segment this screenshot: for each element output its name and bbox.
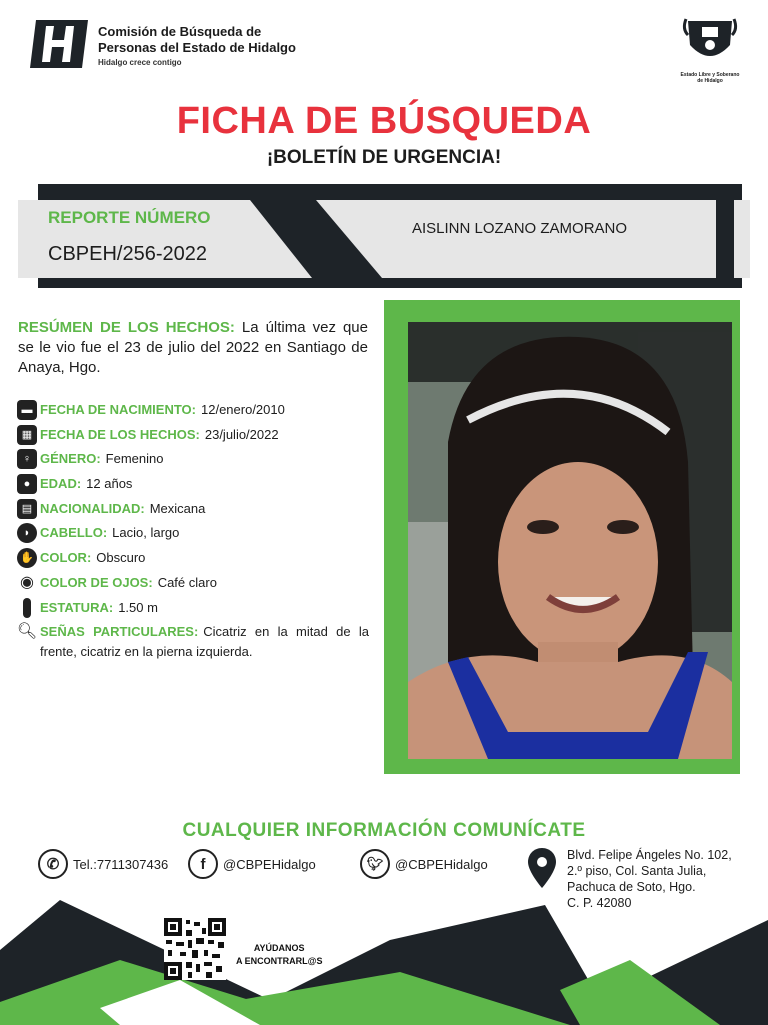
page-title: FICHA DE BÚSQUEDA (176, 100, 592, 142)
details-list (17, 400, 369, 662)
state-seal: Estado Libre y Soberano de Hidalgo (680, 15, 740, 83)
facebook-icon: f (188, 849, 218, 879)
contact-call-to-action: CUALQUIER INFORMACIÓN COMUNÍCATE (182, 820, 586, 841)
ruler-icon (23, 598, 31, 618)
detail-distinguishing-marks: 🔍︎ SEÑAS PARTICULARES: Cicatriz en la mitad de la frente, cicatriz en la pierna izquierda. (16, 623, 369, 660)
cake-icon: ▬ (17, 400, 37, 420)
detail-skin-color: ✋ COLOR: Obscuro (17, 548, 369, 573)
office-address: Blvd. Felipe Ángeles No. 102, 2.º piso, Col. Santa Julia, Pachuca de Soto, Hgo. C. P. 42080 (567, 848, 732, 910)
contact-twitter[interactable]: 🐦︎ @CBPEHidalgo (360, 849, 488, 879)
missing-person-photo (408, 322, 732, 759)
eye-icon: ◉ (20, 573, 34, 591)
detail-age: ● EDAD: 12 años (17, 474, 369, 499)
qr-code-icon[interactable] (164, 918, 226, 980)
detail-gender: ♀ GÉNERO: Femenino (17, 449, 369, 474)
report-banner (0, 180, 768, 295)
detail-birthdate: ▬ FECHA DE NACIMIENTO: 12/enero/2010 (17, 400, 369, 425)
contact-facebook[interactable]: f @CBPEHidalgo (188, 849, 316, 879)
phone-icon: ✆ (38, 849, 68, 879)
summary-of-facts (18, 318, 368, 378)
report-label: REPORTE NÚMERO (48, 208, 211, 227)
report-number: CBPEH/256-2022 (48, 243, 207, 265)
organization-name: Comisión de Búsqueda de Personas del Estado de Hidalgo (98, 24, 296, 55)
detail-event-date: ▦ FECHA DE LOS HECHOS: 23/julio/2022 (17, 425, 369, 450)
detail-eye-color: ◉ COLOR DE OJOS: Café claro (17, 573, 369, 598)
gender-icon: ♀ (17, 449, 37, 469)
twitter-icon: 🐦︎ (360, 849, 390, 879)
detail-height: ESTATURA: 1.50 m (17, 598, 369, 623)
seal-emblem-icon (680, 15, 740, 67)
detail-nationality: ▤ NACIONALIDAD: Mexicana (17, 499, 369, 524)
missing-person-name: AISLINN LOZANO ZAMORANO (412, 220, 628, 237)
hair-icon: ◗ (17, 523, 37, 543)
summary-label: RESÚMEN DE LOS HECHOS: (18, 319, 235, 336)
help-message: AYÚDANOS A ENCONTRARL@S (236, 943, 323, 966)
contact-phone[interactable]: ✆ Tel.:7711307436 (38, 849, 168, 879)
commission-logo (30, 20, 88, 68)
summary-text: La última vez que se le vio fue el 23 de julio del 2022 en Santiago de Anaya, Hgo. (18, 319, 368, 376)
calendar-icon: ▦ (17, 425, 37, 445)
organization-slogan: Hidalgo crece contigo (98, 58, 182, 67)
page-subtitle: ¡BOLETÍN DE URGENCIA! (266, 147, 502, 168)
location-pin-icon (528, 848, 556, 888)
detail-hair: ◗ CABELLO: Lacio, largo (17, 523, 369, 548)
id-card-icon: ▤ (17, 499, 37, 519)
magnifier-icon: 🔍︎ (16, 623, 38, 641)
hand-icon: ✋ (17, 548, 37, 568)
people-icon: ● (17, 474, 37, 494)
